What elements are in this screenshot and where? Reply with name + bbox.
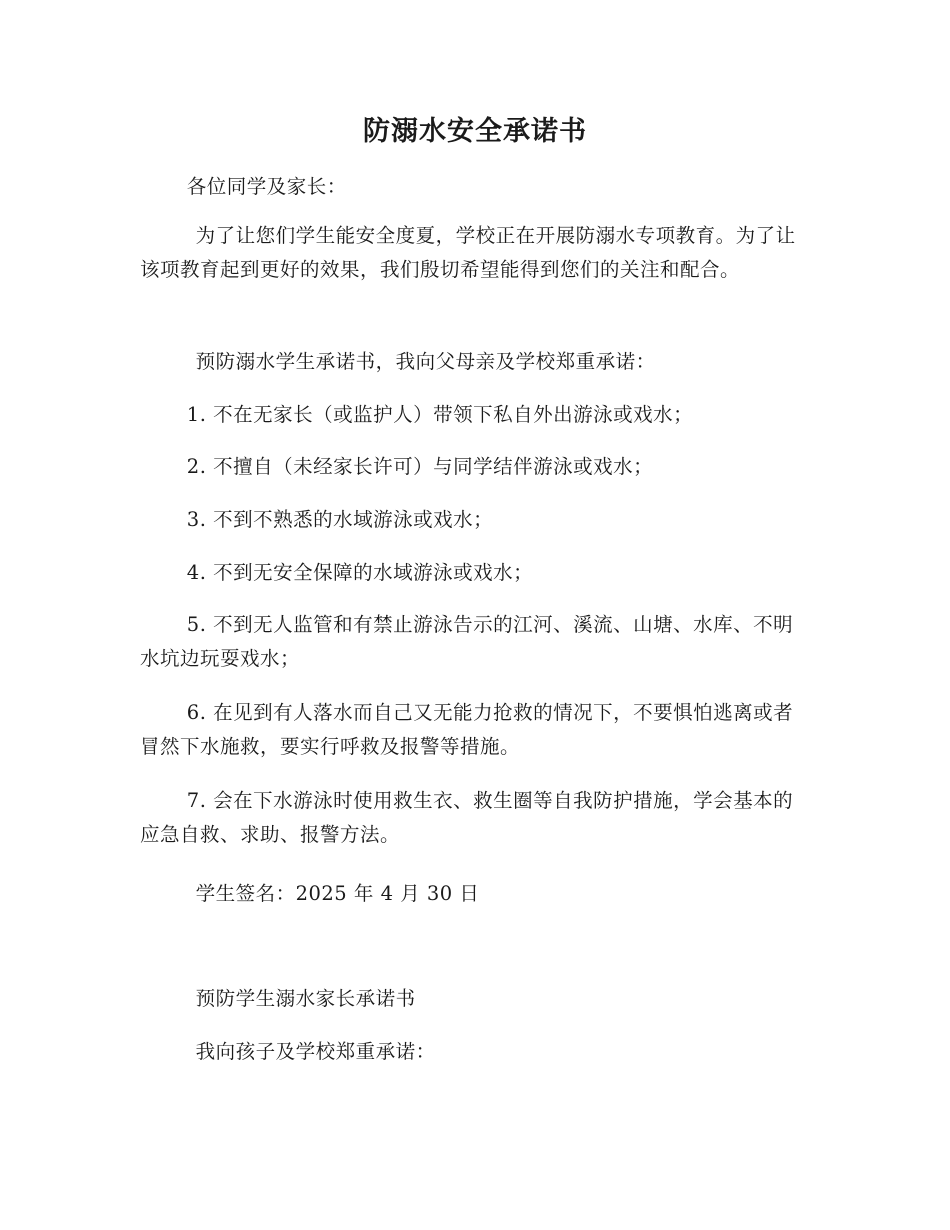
pledge-item-4: 4. 不到无安全保障的水域游泳或戏水； — [186, 561, 534, 584]
pledge-item-7: 7. 会在下水游泳时使用救生衣、救生圈等自我防护措施，学会基本的应急自救、求助、报警方法。 — [140, 789, 794, 846]
parent-pledge-title: 预防学生溺水家长承诺书 — [195, 987, 416, 1010]
intro-paragraph: 为了让您们学生能安全度夏，学校正在开展防溺水专项教育。为了让该项教育起到更好的效果，我们殷切希望能得到您们的关注和配合。 — [140, 224, 796, 281]
document-title: 防溺水安全承诺书 — [363, 116, 587, 147]
salutation: 各位同学及家长： — [186, 175, 347, 198]
pledge-item-3: 3. 不到不熟悉的水域游泳或戏水； — [186, 508, 494, 531]
student-pledge-heading: 预防溺水学生承诺书，我向父母亲及学校郑重承诺： — [195, 350, 656, 373]
student-signature-line: 学生签名：2025 年 4 月 30 日 — [195, 882, 480, 905]
pledge-item-6: 6. 在见到有人落水而自己又无能力抢救的情况下，不要惧怕逃离或者冒然下水施救，要实行呼救及报警等措施。 — [140, 701, 794, 758]
pledge-item-1: 1. 不在无家长（或监护人）带领下私自外出游泳或戏水； — [186, 403, 694, 426]
parent-pledge-heading: 我向孩子及学校郑重承诺： — [195, 1040, 436, 1063]
pledge-item-5: 5. 不到无人监管和有禁止游泳告示的江河、溪流、山塘、水库、不明水坑边玩耍戏水； — [140, 613, 794, 670]
pledge-item-2: 2. 不擅自（未经家长许可）与同学结伴游泳或戏水； — [186, 455, 654, 478]
